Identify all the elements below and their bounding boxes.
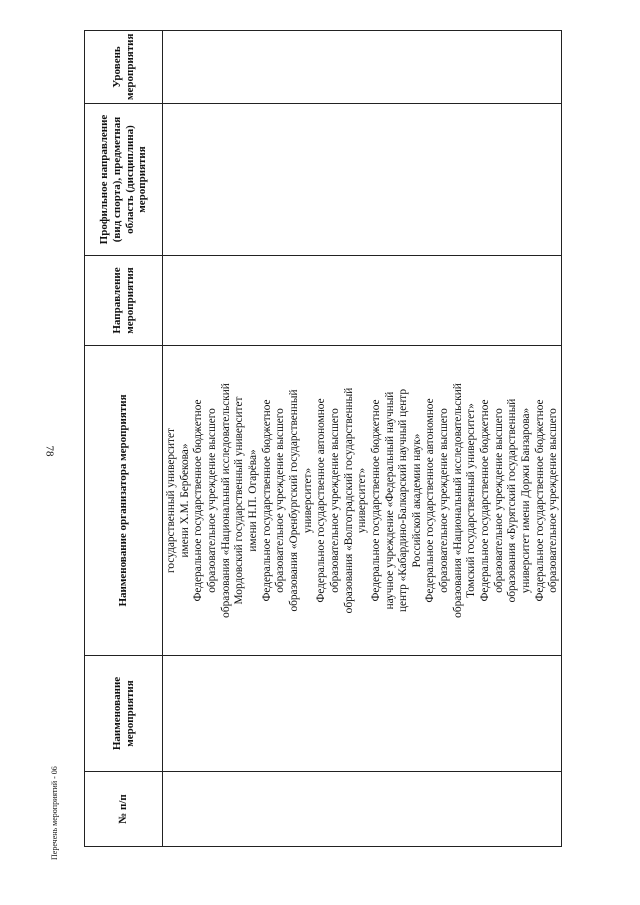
organizer-line: имени Х.М. Бербекова» — [178, 443, 191, 558]
organizer-line: Федеральное государственное бюджетное — [260, 399, 273, 602]
organizer-line: Томский государственный университет» — [465, 403, 478, 598]
cell-direction — [163, 256, 562, 346]
header-number: № п/п — [85, 772, 163, 847]
organizer-line: образования «Бурятский государственный — [506, 398, 519, 603]
header-level: Уровень мероприятия — [85, 31, 163, 104]
organizer-line: Федеральное государственное бюджетное — [533, 399, 546, 602]
organizer-line: университет» — [356, 467, 369, 534]
organizer-line: образовательное учреждение высшего — [205, 408, 218, 593]
organizer-line: центр «Кабардино-Балкарский научный центр — [397, 389, 410, 612]
organizer-line: Мордовский государственный университет — [233, 396, 246, 605]
cell-organizer — [163, 346, 562, 656]
organizer-line: Федеральное государственное бюджетное — [369, 399, 382, 602]
header-organizer: Наименование организатора мероприятия — [85, 346, 163, 656]
table-row — [163, 31, 562, 847]
organizer-line: научное учреждение «Федеральный научный — [383, 391, 396, 610]
cell-number — [163, 772, 562, 847]
organizer-line: образования «Национальный исследовательский — [451, 383, 464, 618]
organizer-line: образования «Оренбургский государственный — [287, 389, 300, 612]
header-event-name: Наименование мероприятия — [85, 656, 163, 772]
organizer-line: образовательное учреждение высшего — [328, 408, 341, 593]
organizer-line: образовательное учреждение высшего — [492, 408, 505, 593]
organizer-line: образования «Волгоградский государственный — [342, 387, 355, 614]
cell-event-name — [163, 656, 562, 772]
header-direction: Направление мероприятия — [85, 256, 163, 346]
organizer-line: университет имени Доржи Банзарова» — [520, 407, 533, 594]
organizer-line: образования «Национальный исследовательский — [219, 383, 232, 618]
organizer-line: Федеральное государственное автономное — [424, 398, 437, 603]
organizer-line: Федеральное государственное бюджетное — [192, 399, 205, 602]
organizer-line: образовательное учреждение высшего — [547, 408, 560, 593]
organizer-line: имени Н.П. Огарёва» — [246, 449, 259, 552]
organizer-line: образовательное учреждение высшего — [274, 408, 287, 593]
organizer-line: Федеральное государственное бюджетное — [479, 399, 492, 602]
organizer-line: Российской академии наук» — [410, 433, 423, 568]
cell-profile — [163, 104, 562, 256]
page-number: 78 — [43, 445, 56, 457]
table-header-row — [85, 31, 163, 847]
header-profile: Профильное направление (вид спорта), предметная область (дисциплина) мероприятия — [85, 104, 163, 256]
organizer-line: университет» — [301, 467, 314, 534]
footer-note: Перечень мероприятий - 06 — [50, 766, 59, 860]
organizer-line: государственный университет — [165, 428, 177, 573]
organizer-line: Федеральное государственное автономное — [315, 398, 328, 603]
organizer-line: образовательное учреждение высшего — [438, 408, 451, 593]
events-table — [84, 30, 562, 847]
cell-level — [163, 31, 562, 104]
events-table-container — [84, 31, 560, 847]
